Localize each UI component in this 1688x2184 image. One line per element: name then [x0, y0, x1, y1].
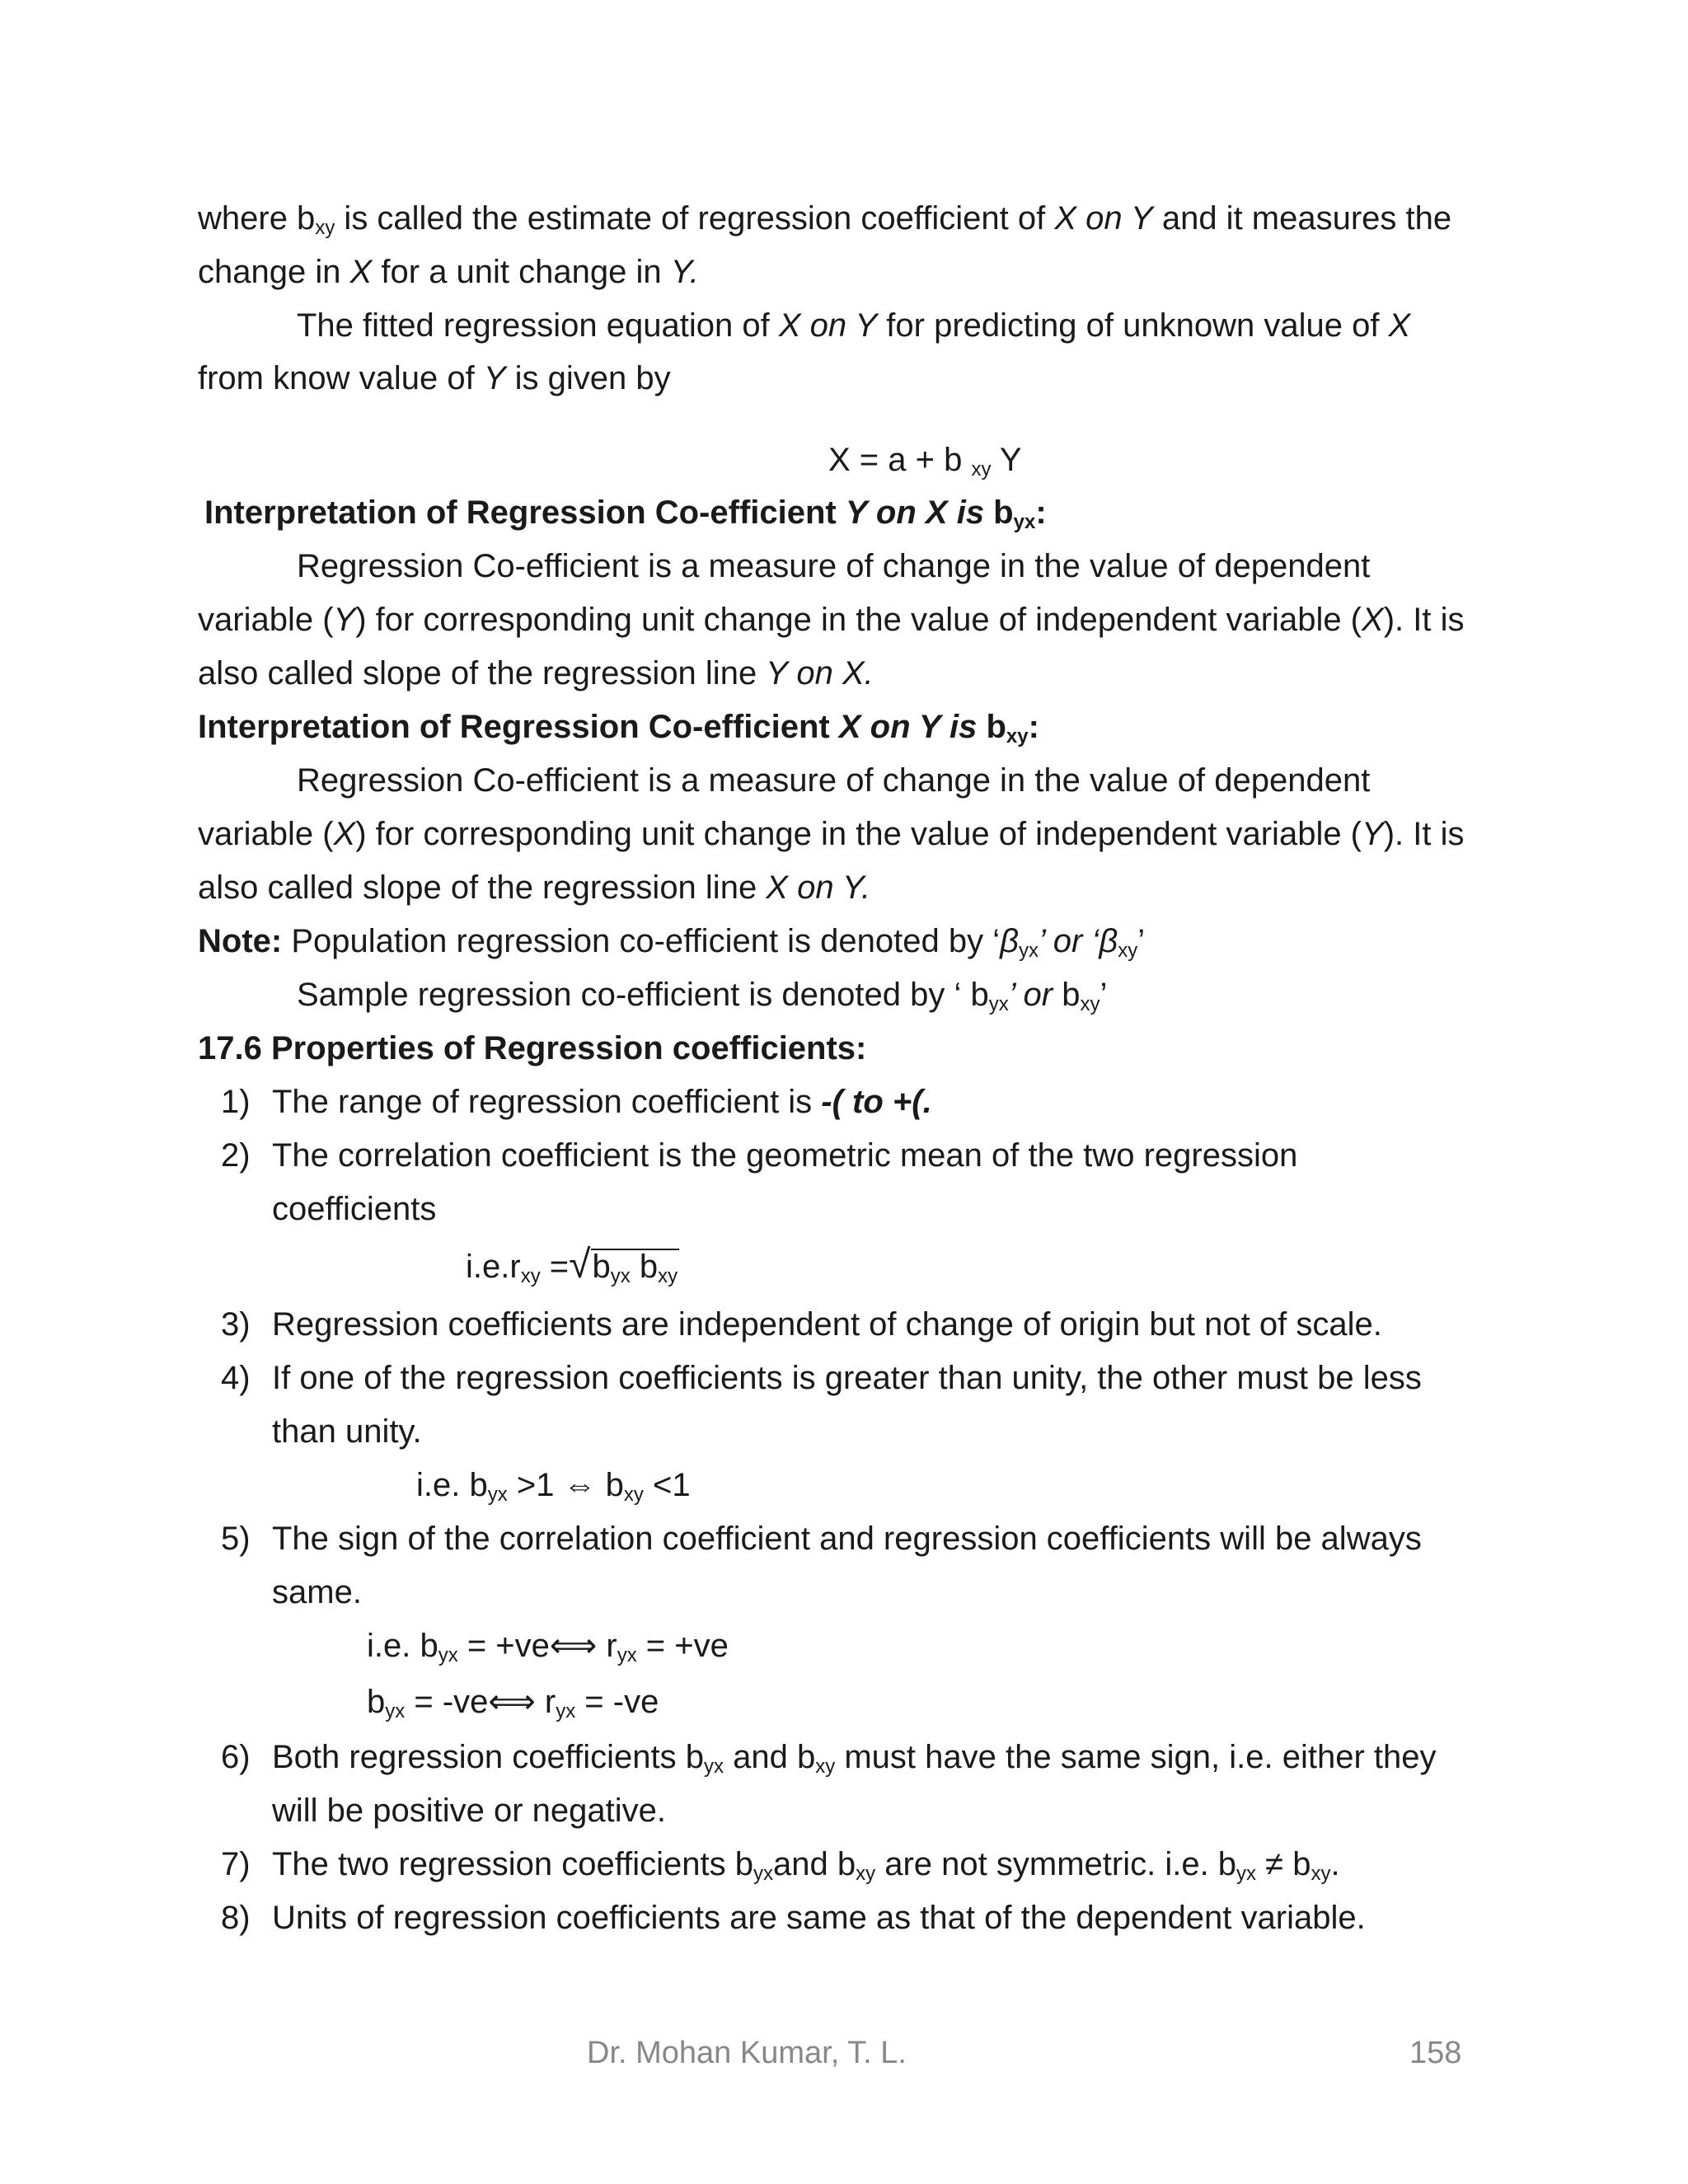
math-text: X	[1362, 602, 1384, 638]
subscript: yx	[1013, 511, 1036, 533]
subscript: xy	[315, 217, 335, 239]
formula-line	[466, 1244, 679, 1287]
paragraph-line	[198, 813, 1464, 855]
math-text: Y.	[670, 254, 699, 290]
text: i.e. b	[367, 1628, 438, 1664]
math-text: X on Y	[778, 307, 878, 344]
text: ) for corresponding unit change in the value of independent variable (	[355, 816, 1362, 852]
section-heading	[204, 492, 1047, 533]
subscript: yx	[1236, 1863, 1257, 1885]
subscript: yx	[487, 1483, 508, 1506]
subscript: xy	[623, 1483, 644, 1506]
text: is called the estimate of regression coefficient of	[335, 200, 1055, 237]
list-number: 6)	[221, 1739, 251, 1775]
text: Regression Co-efficient is a measure of change in the value of dependent	[297, 548, 1371, 584]
subscript: xy	[1006, 725, 1029, 748]
sqrt-sign-icon: √	[569, 1243, 591, 1286]
text: b	[977, 709, 1006, 745]
math-text: Y on X is	[845, 494, 985, 531]
text: <1	[643, 1467, 691, 1503]
text: b	[1062, 977, 1081, 1013]
note-label: Note:	[198, 923, 283, 959]
note-line	[297, 974, 1107, 1015]
text: :	[1028, 709, 1039, 745]
paragraph-line	[297, 546, 1370, 587]
paragraph-line	[297, 305, 1410, 346]
text: variable (	[198, 602, 334, 638]
list-item: Regression coefficients are independent of change of origin but not of scale.	[272, 1306, 1382, 1343]
text: b	[592, 1249, 611, 1285]
text: Regression Co-efficient is a measure of change in the value of dependent	[297, 762, 1371, 799]
subscript: yx	[556, 1700, 576, 1722]
math-text: ’ or ‘	[1038, 923, 1100, 959]
list-number: 7)	[221, 1846, 251, 1882]
list-item: Units of regression coefficients are same as that of the dependent variable.	[272, 1900, 1366, 1936]
list-item-continuation: will be positive or negative.	[272, 1793, 667, 1829]
note-line	[198, 921, 1145, 962]
subscript: xy	[1080, 993, 1100, 1015]
footer-author: Dr. Mohan Kumar, T. L.	[587, 2036, 907, 2070]
text: variable (	[198, 816, 334, 852]
math-text: Y	[333, 602, 356, 638]
text: The range of regression coefficient is	[272, 1084, 822, 1120]
math-text: X	[1388, 307, 1411, 344]
text: must have the same sign, i.e. either they	[835, 1739, 1437, 1775]
text: = -ve⟺ r	[405, 1684, 556, 1720]
text: ). It is	[1383, 602, 1465, 638]
subscript: yx	[610, 1265, 631, 1287]
text: i.e. b	[416, 1467, 488, 1503]
paragraph-line	[297, 760, 1370, 801]
subscript: yx	[704, 1755, 724, 1778]
math-text: X on Y	[1054, 200, 1153, 237]
text: ’	[1137, 923, 1146, 959]
text: b	[630, 1249, 659, 1285]
text: also called slope of the regression line	[198, 869, 767, 906]
equation-text: X = a + b	[828, 442, 972, 478]
text: >1 ⇔ b	[507, 1467, 624, 1503]
text: change in	[198, 254, 350, 290]
list-item: If one of the regression coefficients is greater than unity, the other must be less	[272, 1360, 1422, 1396]
math-text: Y	[1362, 816, 1384, 852]
list-item: The sign of the correlation coefficient and regression coefficients will be always	[272, 1521, 1422, 1557]
formula-line	[367, 1625, 729, 1666]
paragraph-line	[198, 251, 699, 293]
paragraph-line	[198, 358, 671, 399]
text: The fitted regression equation of	[297, 307, 779, 344]
text: .	[1330, 1846, 1340, 1882]
section-title: 17.6 Properties of Regression coefficients:	[198, 1030, 867, 1066]
subscript: xy	[658, 1265, 678, 1287]
sqrt-radicand	[591, 1249, 680, 1287]
paragraph-line	[198, 198, 1451, 239]
text: Both regression coefficients b	[272, 1739, 705, 1775]
math-text: X on Y.	[766, 869, 871, 906]
subscript: yx	[438, 1644, 458, 1666]
subscript: yx	[617, 1644, 637, 1666]
text: are not symmetric. i.e. b	[875, 1846, 1237, 1882]
list-item-continuation: than unity.	[272, 1413, 422, 1450]
subscript: xy	[520, 1265, 541, 1287]
list-number: 3)	[221, 1306, 251, 1343]
math-text: X	[333, 816, 356, 852]
math-text: Y	[483, 360, 506, 396]
paragraph-line	[198, 867, 870, 908]
text: from know value of	[198, 360, 484, 396]
text: b	[984, 494, 1014, 531]
text: ) for corresponding unit change in the value of independent variable (	[355, 602, 1362, 638]
text: ). It is	[1383, 816, 1465, 852]
text: b	[367, 1684, 386, 1720]
math-text: Y on X.	[766, 655, 874, 691]
math-text: ’ or	[1008, 977, 1062, 1013]
list-item-continuation: same.	[272, 1574, 362, 1610]
formula-line	[367, 1681, 659, 1722]
subscript: xy	[1311, 1863, 1331, 1885]
text: Interpretation of Regression Co-efficient	[204, 494, 846, 531]
math-text: β	[1099, 923, 1118, 959]
formula-line	[416, 1465, 691, 1506]
list-number: 1)	[221, 1084, 251, 1120]
text: and b	[724, 1739, 816, 1775]
text: i.e.r	[466, 1249, 521, 1285]
list-number: 4)	[221, 1360, 251, 1396]
math-text: β	[1000, 923, 1019, 959]
list-item	[272, 1081, 932, 1122]
text: also called slope of the regression line	[198, 655, 767, 691]
text: = +ve	[636, 1628, 729, 1664]
subscript: xy	[856, 1863, 876, 1885]
paragraph-line	[198, 653, 874, 694]
text: where b	[198, 200, 316, 237]
page-number: 158	[1409, 2036, 1462, 2070]
text: Sample regression co-efficient is denoted by ‘ b	[297, 977, 989, 1013]
subscript: yx	[753, 1863, 774, 1885]
text: Interpretation of Regression Co-efficient	[198, 709, 839, 745]
math-text: -( to +(.	[821, 1084, 932, 1120]
list-item: The correlation coefficient is the geometric mean of the two regression	[272, 1137, 1298, 1174]
text: The two regression coefficients b	[272, 1846, 754, 1882]
subscript: yx	[988, 993, 1009, 1015]
text: Population regression co-efficient is denoted by ‘	[282, 923, 1001, 959]
text: = +ve⟺ r	[457, 1628, 617, 1664]
list-number: 8)	[221, 1900, 251, 1936]
text: is given by	[505, 360, 671, 396]
math-text: X on Y is	[838, 709, 978, 745]
math-text: X	[349, 254, 373, 290]
text: for predicting of unknown value of	[877, 307, 1389, 344]
subscript: xy	[971, 458, 992, 480]
list-number: 2)	[221, 1137, 251, 1174]
text: and b	[773, 1846, 856, 1882]
subscript: xy	[1118, 940, 1138, 962]
text: ≠ b	[1256, 1846, 1311, 1882]
subscript: yx	[1018, 940, 1039, 962]
text: ’	[1100, 977, 1108, 1013]
text: for a unit change in	[372, 254, 671, 290]
regression-equation	[828, 439, 1022, 480]
text: =	[540, 1249, 570, 1285]
list-number: 5)	[221, 1521, 251, 1557]
text: and it measures the	[1152, 200, 1452, 237]
section-heading	[198, 706, 1039, 748]
list-item	[272, 1844, 1340, 1885]
list-item	[272, 1736, 1437, 1778]
equation-text: Y	[991, 442, 1022, 478]
text: :	[1035, 494, 1047, 531]
subscript: xy	[815, 1755, 836, 1778]
paragraph-line	[198, 599, 1464, 640]
list-item-continuation: coefficients	[272, 1191, 437, 1227]
subscript: yx	[385, 1700, 406, 1722]
text: = -ve	[575, 1684, 659, 1720]
